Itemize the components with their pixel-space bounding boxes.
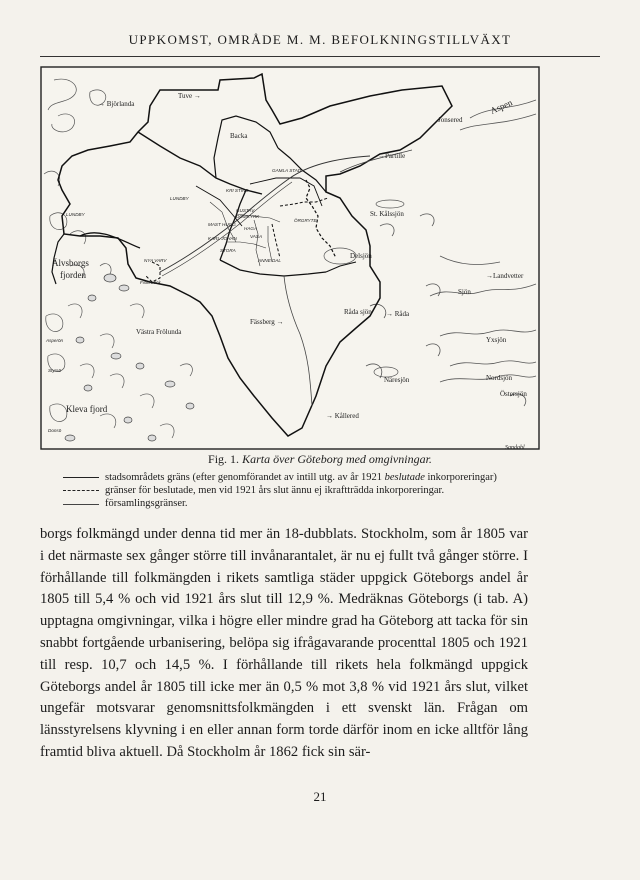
- map-label-yxsjon: Yxsjön: [486, 336, 507, 344]
- map-label-gamla-stad: GAMLA STAD: [272, 168, 302, 173]
- page-number: 21: [313, 789, 327, 804]
- map-label-tuve: Tuve →: [178, 92, 201, 100]
- map-legend: [63, 471, 497, 511]
- header-rule: [40, 56, 600, 57]
- map-label-kallered: → Kållered: [326, 412, 359, 420]
- running-header: UPPKOMST, OMRÅDE M. M. BEFOLKNINGSTILLVÄXT: [128, 32, 512, 47]
- map-label-alvsborgs: Älvsborgs: [52, 258, 89, 268]
- legend-dashed-line: [63, 490, 99, 491]
- legend-text: gränser för beslutade, men vid 1921 års slut ännu ej ikraftträdda inkorporeringar.: [105, 485, 445, 497]
- map-label-haga: HAGA: [244, 226, 258, 231]
- figure-caption: [0, 452, 640, 467]
- map-label-jonsered: Jonsered: [438, 116, 463, 124]
- map-label-vastra-frolunda: Västra Frölunda: [136, 328, 182, 336]
- legend-text: stadsområdets gräns (efter genomförandet av intill utg. av år 1921 beslutade inkorporeringar): [105, 472, 497, 483]
- map-label-sjon: Sjön: [458, 288, 471, 296]
- legend-thin-line: [63, 504, 99, 505]
- body-paragraph: borgs folkmängd under denna tid mer än 18-dubblats. Stockholm, som år 1805 var i det närmaste sex gånger större till invånarantalet, är nu ej fullt två gånger större. I förhållande till folkmängden i rikets samtliga städer uppgick Göteborgs andel år 1805 till 5,4 % och vid 1921 års slut till 12,9 %. Medräknas Göteborgs (i tab. A) upptagna omgivningar, vilka i högre eller mindre grad ha Göteborg att tacka för sin snabbt fortgående urbanisering, belöpa sig ifrågavarande procenttal 1805 och 1921 till resp. 10,7 och 14,5 %. I förhållande till rikets hela folkmängd uppgick Göteborgs andel år 1805 till icke mer än 0,5 % mot 3,8 % vid 1921 års slut, vilket ungefär motsvarar genomsnittsfolkmängden i ett svenskt län. Frågan om länsstyrelsens klyvning i en eller annan form torde därför inom en icke alltför lång framtid bliva aktuell. Då Stockholm år 1862 fick sin sär-: [40, 526, 528, 760]
- map-label-kristine: KRI STINE: [226, 188, 249, 193]
- map-label-lundby-area: LUNDBY: [170, 196, 189, 201]
- map-label-fjorden: fjorden: [60, 270, 86, 280]
- map-label-aspen: Aspen: [488, 97, 514, 116]
- map-of-goteborg: [40, 66, 540, 450]
- legend-solid-line: [63, 477, 99, 478]
- map-label-nya-varvet: NYA VARV: [144, 258, 167, 263]
- map-label-annedal: ANNE DAL: [258, 258, 281, 263]
- map-label-backa: Backa: [230, 132, 248, 140]
- map-label-kleva-fjord: Kleva fjord: [66, 404, 108, 414]
- map-label-rada: → Råda: [386, 310, 410, 318]
- map-label-delsjon: Delsjön: [350, 252, 372, 260]
- figure-caption-title: Karta över Göteborg med omgivningar.: [242, 452, 432, 466]
- map-label-masthugg: MAST HUGG: [208, 222, 236, 227]
- map-label-st-kalssjon: St. Kålssjön: [370, 210, 404, 218]
- legend-text: församlingsgränser.: [105, 498, 188, 510]
- figure-caption-prefix: Fig. 1.: [208, 452, 240, 466]
- map-label-domkyrk: DOMKYRK: [236, 214, 260, 219]
- legend-row-city-boundary: [63, 471, 497, 484]
- map-label-fassberg: Fässberg →: [250, 318, 284, 326]
- map-label-landvetter: →Landvetter: [486, 272, 524, 280]
- map-label-karl-johan: KARL JOHAN: [208, 236, 237, 241]
- legend-row-parish-boundary: [63, 497, 497, 510]
- map-label-stora: STORA: [220, 248, 236, 253]
- map-label-partille: →Partille: [378, 152, 406, 160]
- body-text: [40, 524, 528, 764]
- map-label-rada-sjon: Råda sjön: [344, 308, 372, 316]
- map-label-asperon: Asperön: [46, 338, 64, 343]
- map-label-orgryte: ÖRGRYTE: [294, 218, 317, 223]
- map-label-donso: Donsö: [48, 428, 62, 433]
- map-label-gustav: GUSTAV: [236, 208, 255, 213]
- legend-row-pending-boundary: [63, 484, 497, 497]
- cartographer-signature: Sandahl: [505, 445, 525, 451]
- map-label-vasa: VASA: [250, 234, 263, 239]
- map-label-fiskebacks: Fiskebäck: [140, 280, 161, 285]
- map-label-styrso: Styrsö: [48, 368, 62, 373]
- map-label-nordsjon: Nordsjön: [486, 374, 513, 382]
- map-label-bjorlanda: → Björlanda: [98, 100, 135, 108]
- map-label-lundby-side: LUNDBY: [66, 212, 85, 217]
- map-label-ostersjon: Östersjön: [500, 390, 527, 398]
- map-label-naresjon: Näresjön: [384, 376, 410, 384]
